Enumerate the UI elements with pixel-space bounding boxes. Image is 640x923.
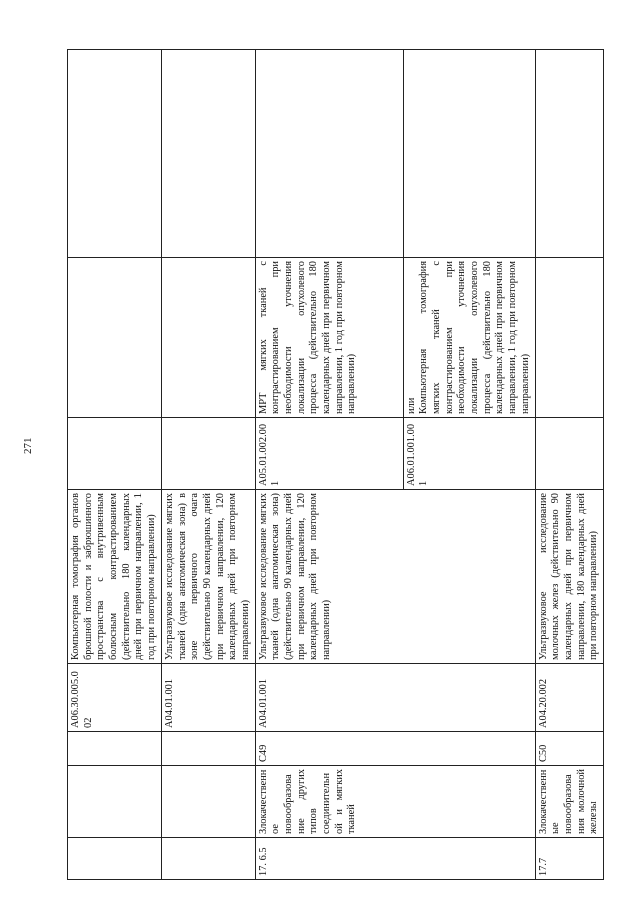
additional-text: МРТ мягких тканей с контрастированием при необходимости уточнения локализации опухолевого процесса (действительно 180 календарных дней при первичном направлении, 1 год при повторном направлении) [255,258,403,418]
icd-code [68,732,162,766]
table-row [255,50,403,880]
additional-code: A05.01.002.001 [255,418,403,490]
additional-text [68,258,162,418]
procedure-code: A04.20.002 [535,664,603,732]
icd-code: C49 [255,732,535,766]
row-number: 17.7 [535,838,603,880]
examinations-table [67,49,604,880]
icd-code [161,732,255,766]
icd-code: C50 [535,732,603,766]
procedure-code: A04.01.001 [161,664,255,732]
row-number [68,838,162,880]
procedure-text: Ультразвуковое исследование мягких тканей (одна анатомическая зона) в зоне первичного очага (действительно 90 календарных дней при первичном направлении, 120 календарных дней при повторном направлении) [161,490,255,664]
additional-text [161,258,255,418]
table-row [535,50,603,880]
extra-cell [161,50,255,258]
table-row [161,50,255,880]
disease-name: Злокачественное новообразование других типов соединительной и мягких тканей [255,766,535,838]
page-number: 271 [22,437,34,454]
table-row [68,50,162,880]
additional-code [535,418,603,490]
procedure-code: A04.01.001 [255,664,535,732]
rotated-page [67,50,600,880]
procedure-text: Ультразвуковое исследование молочных желез (действительно 90 календарных дней при первичном направлении, 180 календарных дней при повторном направлении) [535,490,603,664]
extra-cell [255,50,403,258]
disease-name [161,766,255,838]
row-number: 17. 6.5 [255,838,535,880]
disease-name [68,766,162,838]
procedure-text: Ультразвуковое исследование мягких тканей (одна анатомическая зона) (действительно 90 календарных дней при первичном направлении, 120 календарных дней при повторном направлении) [255,490,535,664]
additional-text-cell [403,258,535,418]
additional-code [68,418,162,490]
additional-text: Компьютерная томография мягких тканей с контрастированием при необходимости уточнения локализации опухолевого процесса (действительно 180 календарных дней при первичном направлении, 1 год при повторном направлении) [418,261,531,414]
disease-name: Злокачественные новообразования молочной железы [535,766,603,838]
additional-code [161,418,255,490]
procedure-code: A06.30.005.002 [68,664,162,732]
extra-cell [68,50,162,258]
additional-code: A06.01.001.001 [403,418,535,490]
additional-text [535,258,603,418]
or-label: или [405,397,417,414]
extra-cell [535,50,603,258]
procedure-text: Компьютерная томография органов брюшной полости и забрюшинного пространства с внутривенным болюсным контрастированием (действительно 180 календарных дней при первичном направлении, 1 год при повторном направлении) [68,490,162,664]
row-number [161,838,255,880]
extra-cell [403,50,535,258]
